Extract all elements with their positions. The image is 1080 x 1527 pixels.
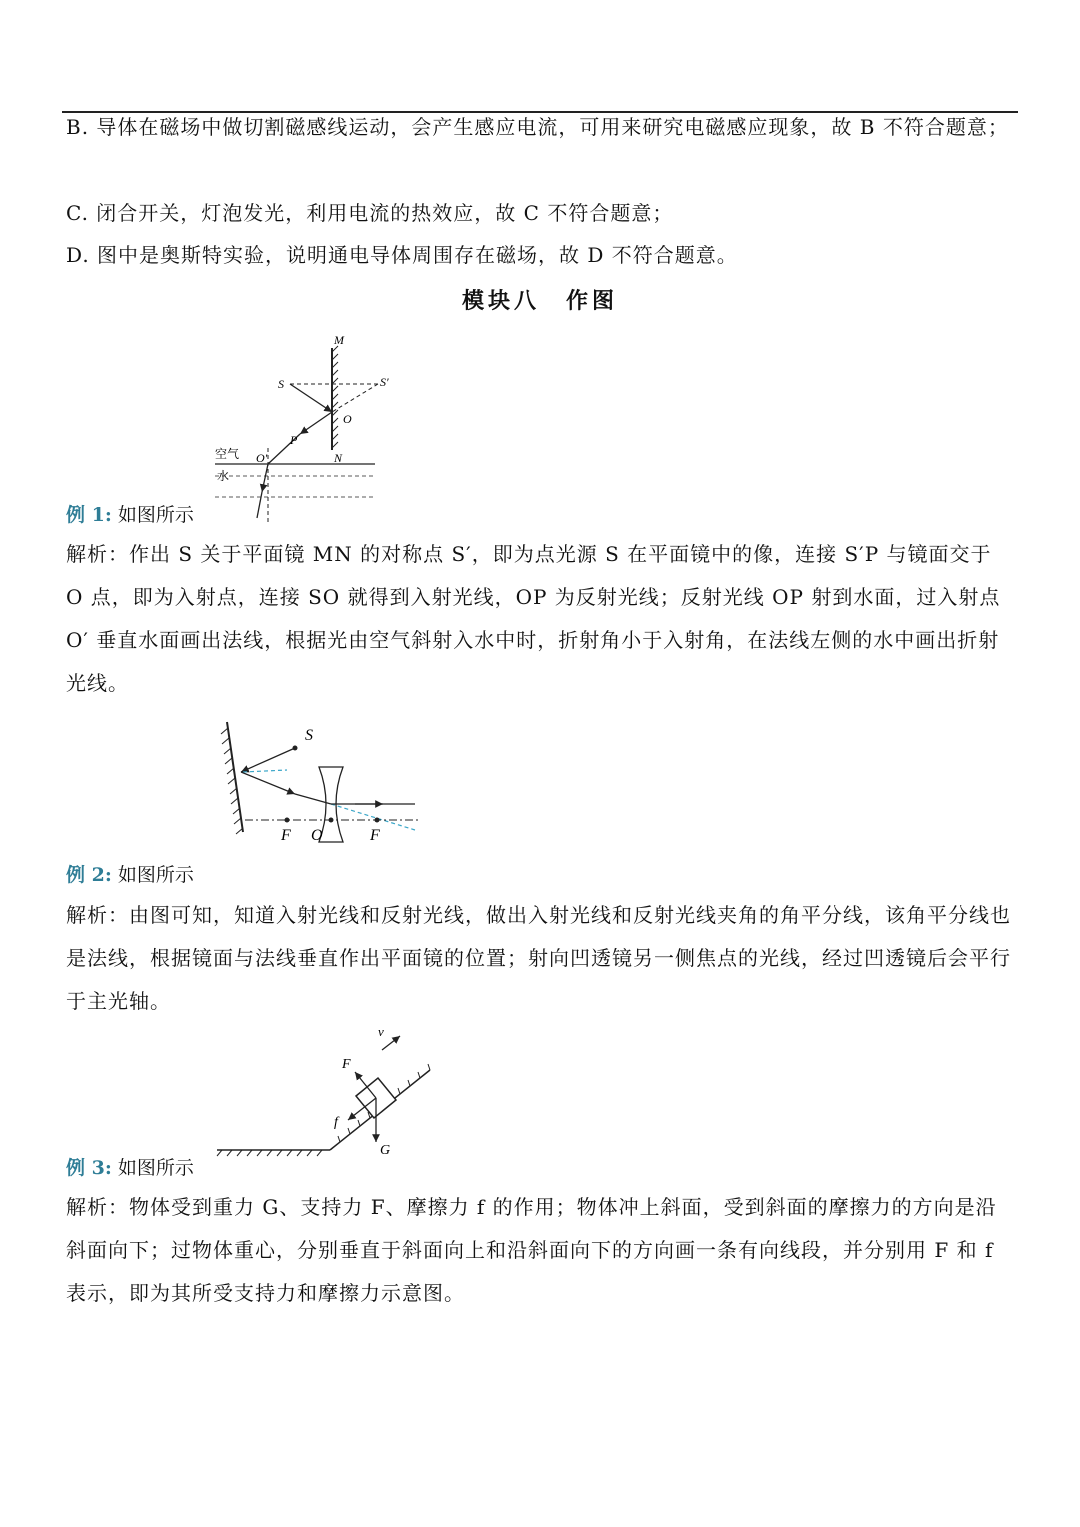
fig1-label-M: M xyxy=(334,333,344,347)
figure-1-reflection-refraction xyxy=(200,330,390,525)
example-1-heading xyxy=(66,500,194,527)
fig1-label-water: 水 xyxy=(217,469,230,483)
example-2-heading xyxy=(66,860,194,887)
fig3-label-v: v xyxy=(378,1024,384,1039)
option-c-text: C. 闭合开关，灯泡发光，利用电流的热效应，故 C 不符合题意； xyxy=(66,201,674,225)
figure-3-block-on-incline xyxy=(212,1022,442,1162)
example-1-analysis: 解析：作出 S 关于平面镜 MN 的对称点 S′，即为点光源 S 在平面镜中的像，连接 S′P 与镜面交于 O 点，即为入射点，连接 SO 就得到入射光线，OP 为反射光线；反射光线 OP 射到水面，过入射点 O′ 垂直水面画出法线，根据光由空气斜射入水中时，折射角小于入射角，在法线左侧的水中画出折射光线。 xyxy=(66,542,1001,695)
example-3-heading xyxy=(66,1153,194,1180)
fig3-label-F: F xyxy=(342,1057,351,1072)
fig1-label-P: P xyxy=(290,433,298,447)
example-2-caption: 如图所示 xyxy=(117,864,194,886)
option-d-text: D. 图中是奥斯特实验，说明通电导体周围存在磁场，故 D 不符合题意。 xyxy=(66,243,738,267)
example-3-caption: 如图所示 xyxy=(117,1157,194,1179)
example-3-label: 例 3: xyxy=(66,1157,112,1179)
fig1-label-O-prime: O′ xyxy=(256,451,268,465)
example-1-caption: 如图所示 xyxy=(117,504,194,526)
fig2-label-F-left: F xyxy=(281,827,291,844)
fig2-label-S: S xyxy=(305,727,313,744)
option-b-text: B. 导体在磁场中做切割磁感线运动，会产生感应电流，可用来研究电磁感应现象，故 B 不符合题意； xyxy=(66,115,1009,139)
fig1-label-air: 空气 xyxy=(215,447,240,461)
example-3-analysis: 解析：物体受到重力 G、支持力 F、摩擦力 f 的作用；物体冲上斜面，受到斜面的摩擦力的方向是沿斜面向下；过物体重心，分别垂直于斜面向上和沿斜面向下的方向画一条有向线段，并分别用 F 和 f 表示，即为其所受支持力和摩擦力示意图。 xyxy=(66,1195,997,1305)
example-1-label: 例 1: xyxy=(66,504,112,526)
example-2-label: 例 2: xyxy=(66,864,112,886)
fig2-label-F-right: F xyxy=(370,827,380,844)
fig1-label-S: S xyxy=(278,377,284,391)
section-title: 模块八 作图 xyxy=(461,288,618,314)
fig3-label-G: G xyxy=(380,1143,391,1158)
figure-2-mirror-concave-lens xyxy=(215,712,425,852)
fig1-label-N: N xyxy=(334,451,343,465)
fig1-label-S-prime: S′ xyxy=(380,375,389,389)
fig3-label-f: f xyxy=(334,1115,338,1130)
fig2-label-O: O xyxy=(311,827,323,844)
fig1-label-O: O xyxy=(343,412,352,426)
example-2-analysis: 解析：由图可知，知道入射光线和反射光线，做出入射光线和反射光线夹角的角平分线，该角平分线也是法线，根据镜面与法线垂直作出平面镜的位置；射向凹透镜另一侧焦点的光线，经过凹透镜后会平行于主光轴。 xyxy=(66,903,1011,1013)
